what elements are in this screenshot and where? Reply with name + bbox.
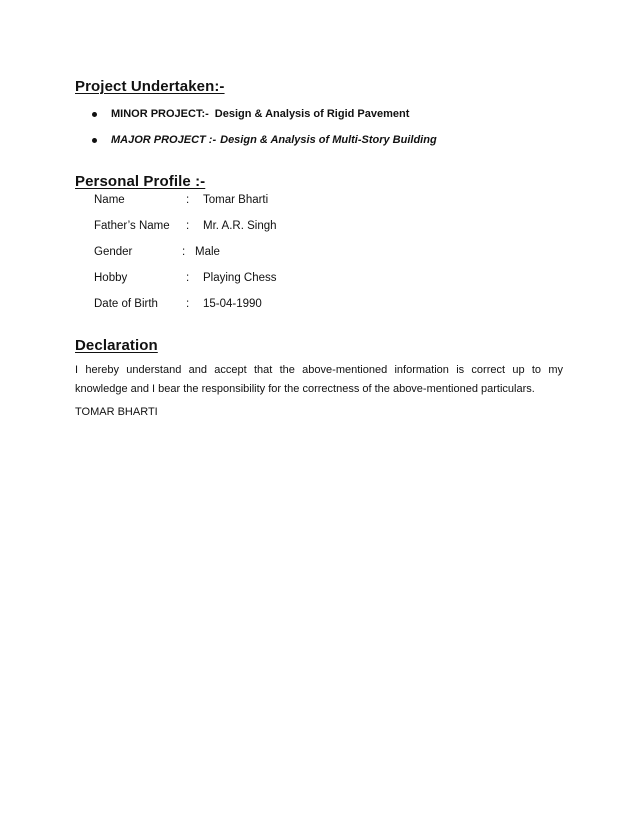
declaration-heading: Declaration [75, 337, 158, 354]
profile-separator: : [186, 298, 190, 310]
profile-field-value: 15-04-1990 [203, 298, 262, 310]
personal-profile-heading: Personal Profile :- [75, 173, 206, 190]
signature-name: TOMAR BHARTI [75, 406, 158, 418]
bullet-icon [92, 112, 97, 117]
list-item-major-project [92, 134, 437, 146]
major-project-label: MAJOR PROJECT :- [111, 134, 217, 146]
profile-field-label: Gender [94, 246, 133, 258]
profile-separator: : [186, 220, 190, 232]
profile-field-label: Father’s Name [94, 220, 170, 232]
list-item-minor-project [92, 108, 409, 120]
bullet-icon [92, 138, 97, 143]
minor-project-value: Design & Analysis of Rigid Pavement [214, 108, 410, 120]
declaration-text: I hereby understand and accept that the above-mentioned information is correct up to my knowledge and I bear the responsibility for the correctness of the above-mentioned particulars. [75, 364, 563, 395]
profile-separator: : [186, 194, 190, 206]
major-project-value: Design & Analysis of Multi-Story Building [220, 134, 437, 146]
profile-field-label: Hobby [94, 272, 128, 284]
minor-project-label: MINOR PROJECT:- [111, 108, 209, 120]
profile-separator: : [182, 246, 186, 258]
profile-field-label: Date of Birth [94, 298, 158, 310]
profile-field-value: Tomar Bharti [203, 194, 269, 206]
profile-field-value: Mr. A.R. Singh [203, 220, 277, 232]
project-undertaken-heading: Project Undertaken:- [75, 78, 225, 95]
profile-field-value: Playing Chess [203, 272, 277, 284]
profile-field-label: Name [94, 194, 125, 206]
profile-field-value: Male [195, 246, 220, 258]
profile-separator: : [186, 272, 190, 284]
